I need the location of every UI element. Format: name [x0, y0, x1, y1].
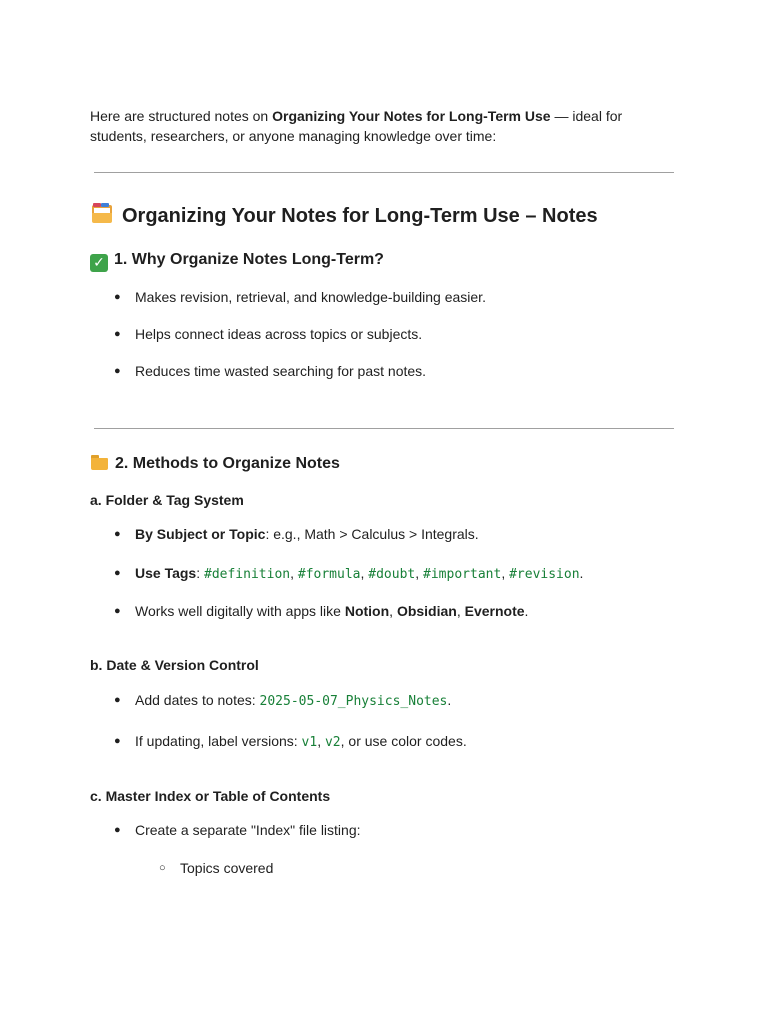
- list-item-text: Create a separate "Index" file listing:: [135, 822, 361, 838]
- tag-code: #important: [423, 567, 502, 582]
- separator: ,: [389, 603, 397, 619]
- check-mark-button-icon: ✓: [90, 254, 108, 272]
- list-item-text: [135, 524, 479, 544]
- intro-suffix: — ideal for students, researchers, or anyone managing knowledge over time:: [90, 108, 623, 144]
- divider: [94, 428, 674, 429]
- separator: ,: [290, 565, 298, 581]
- app-name: Notion: [344, 603, 390, 619]
- bullet-glyph: ●: [114, 567, 121, 579]
- list-item-text: Makes revision, retrieval, and knowledge-building easier.: [135, 289, 486, 305]
- list-item-suffix: , or use color codes.: [340, 733, 467, 749]
- separator: ,: [501, 565, 510, 581]
- version-code: v2: [324, 735, 341, 750]
- app-name: Obsidian: [396, 603, 457, 619]
- section-heading-why: [90, 249, 384, 272]
- card-index-dividers-icon: [90, 203, 114, 225]
- sub-list-item-text: Topics covered: [180, 860, 274, 876]
- list-item-text: [135, 563, 583, 585]
- intro-bold-topic: Organizing Your Notes for Long-Term Use: [272, 108, 551, 124]
- sub-bullet-glyph: ○: [159, 862, 166, 874]
- separator: ,: [415, 565, 424, 581]
- list-item-text: Reduces time wasted searching for past notes.: [135, 363, 427, 379]
- tag-code: #definition: [204, 567, 291, 582]
- bullet-glyph: ●: [114, 328, 121, 340]
- subheading-date-version: b. Date & Version Control: [90, 657, 259, 673]
- app-name: Evernote: [464, 603, 525, 619]
- separator: ,: [360, 565, 369, 581]
- bullet-glyph: ●: [114, 735, 121, 747]
- subheading-folder-tag: a. Folder & Tag System: [90, 492, 244, 508]
- file-folder-icon: [90, 454, 109, 470]
- bold-label: Use Tags: [135, 565, 197, 581]
- list-item-text: [135, 601, 528, 621]
- subheading-master-index: c. Master Index or Table of Contents: [90, 788, 331, 804]
- separator: .: [524, 603, 529, 619]
- version-code: v1: [301, 735, 318, 750]
- section-heading-text: 1. Why Organize Notes Long-Term?: [114, 251, 384, 268]
- list-item-prefix: Add dates to notes:: [135, 692, 260, 708]
- separator: .: [579, 565, 584, 581]
- separator: :: [196, 565, 204, 581]
- section-heading-methods: [90, 453, 340, 475]
- list-item-rest: : e.g., Math > Calculus > Integrals.: [265, 526, 479, 542]
- separator: ,: [317, 733, 325, 749]
- filename-code: 2025-05-07_Physics_Notes: [259, 694, 448, 709]
- list-item-text: Helps connect ideas across topics or subjects.: [135, 326, 423, 342]
- bullet-glyph: ●: [114, 824, 121, 836]
- tag-code: #revision: [509, 567, 580, 582]
- bullet-glyph: ●: [114, 291, 121, 303]
- separator: ,: [456, 603, 465, 619]
- tag-code: #formula: [297, 567, 361, 582]
- list-item-prefix: If updating, label versions:: [135, 733, 302, 749]
- bullet-glyph: ●: [114, 694, 121, 706]
- intro-paragraph: [90, 106, 680, 146]
- page-title-text: Organizing Your Notes for Long-Term Use – Notes: [122, 205, 598, 227]
- intro-prefix: Here are structured notes on: [90, 108, 273, 124]
- bullet-glyph: ●: [114, 605, 121, 617]
- bold-label: By Subject or Topic: [135, 526, 266, 542]
- bullet-glyph: ●: [114, 365, 121, 377]
- separator: .: [447, 692, 452, 708]
- list-item-text: [135, 690, 451, 712]
- page-title: [90, 202, 598, 230]
- bullet-glyph: ●: [114, 528, 121, 540]
- list-item-text: [135, 731, 467, 753]
- section-heading-text: 2. Methods to Organize Notes: [115, 455, 340, 472]
- divider: [94, 172, 674, 173]
- tag-code: #doubt: [368, 567, 416, 582]
- list-item-prefix: Works well digitally with apps like: [135, 603, 345, 619]
